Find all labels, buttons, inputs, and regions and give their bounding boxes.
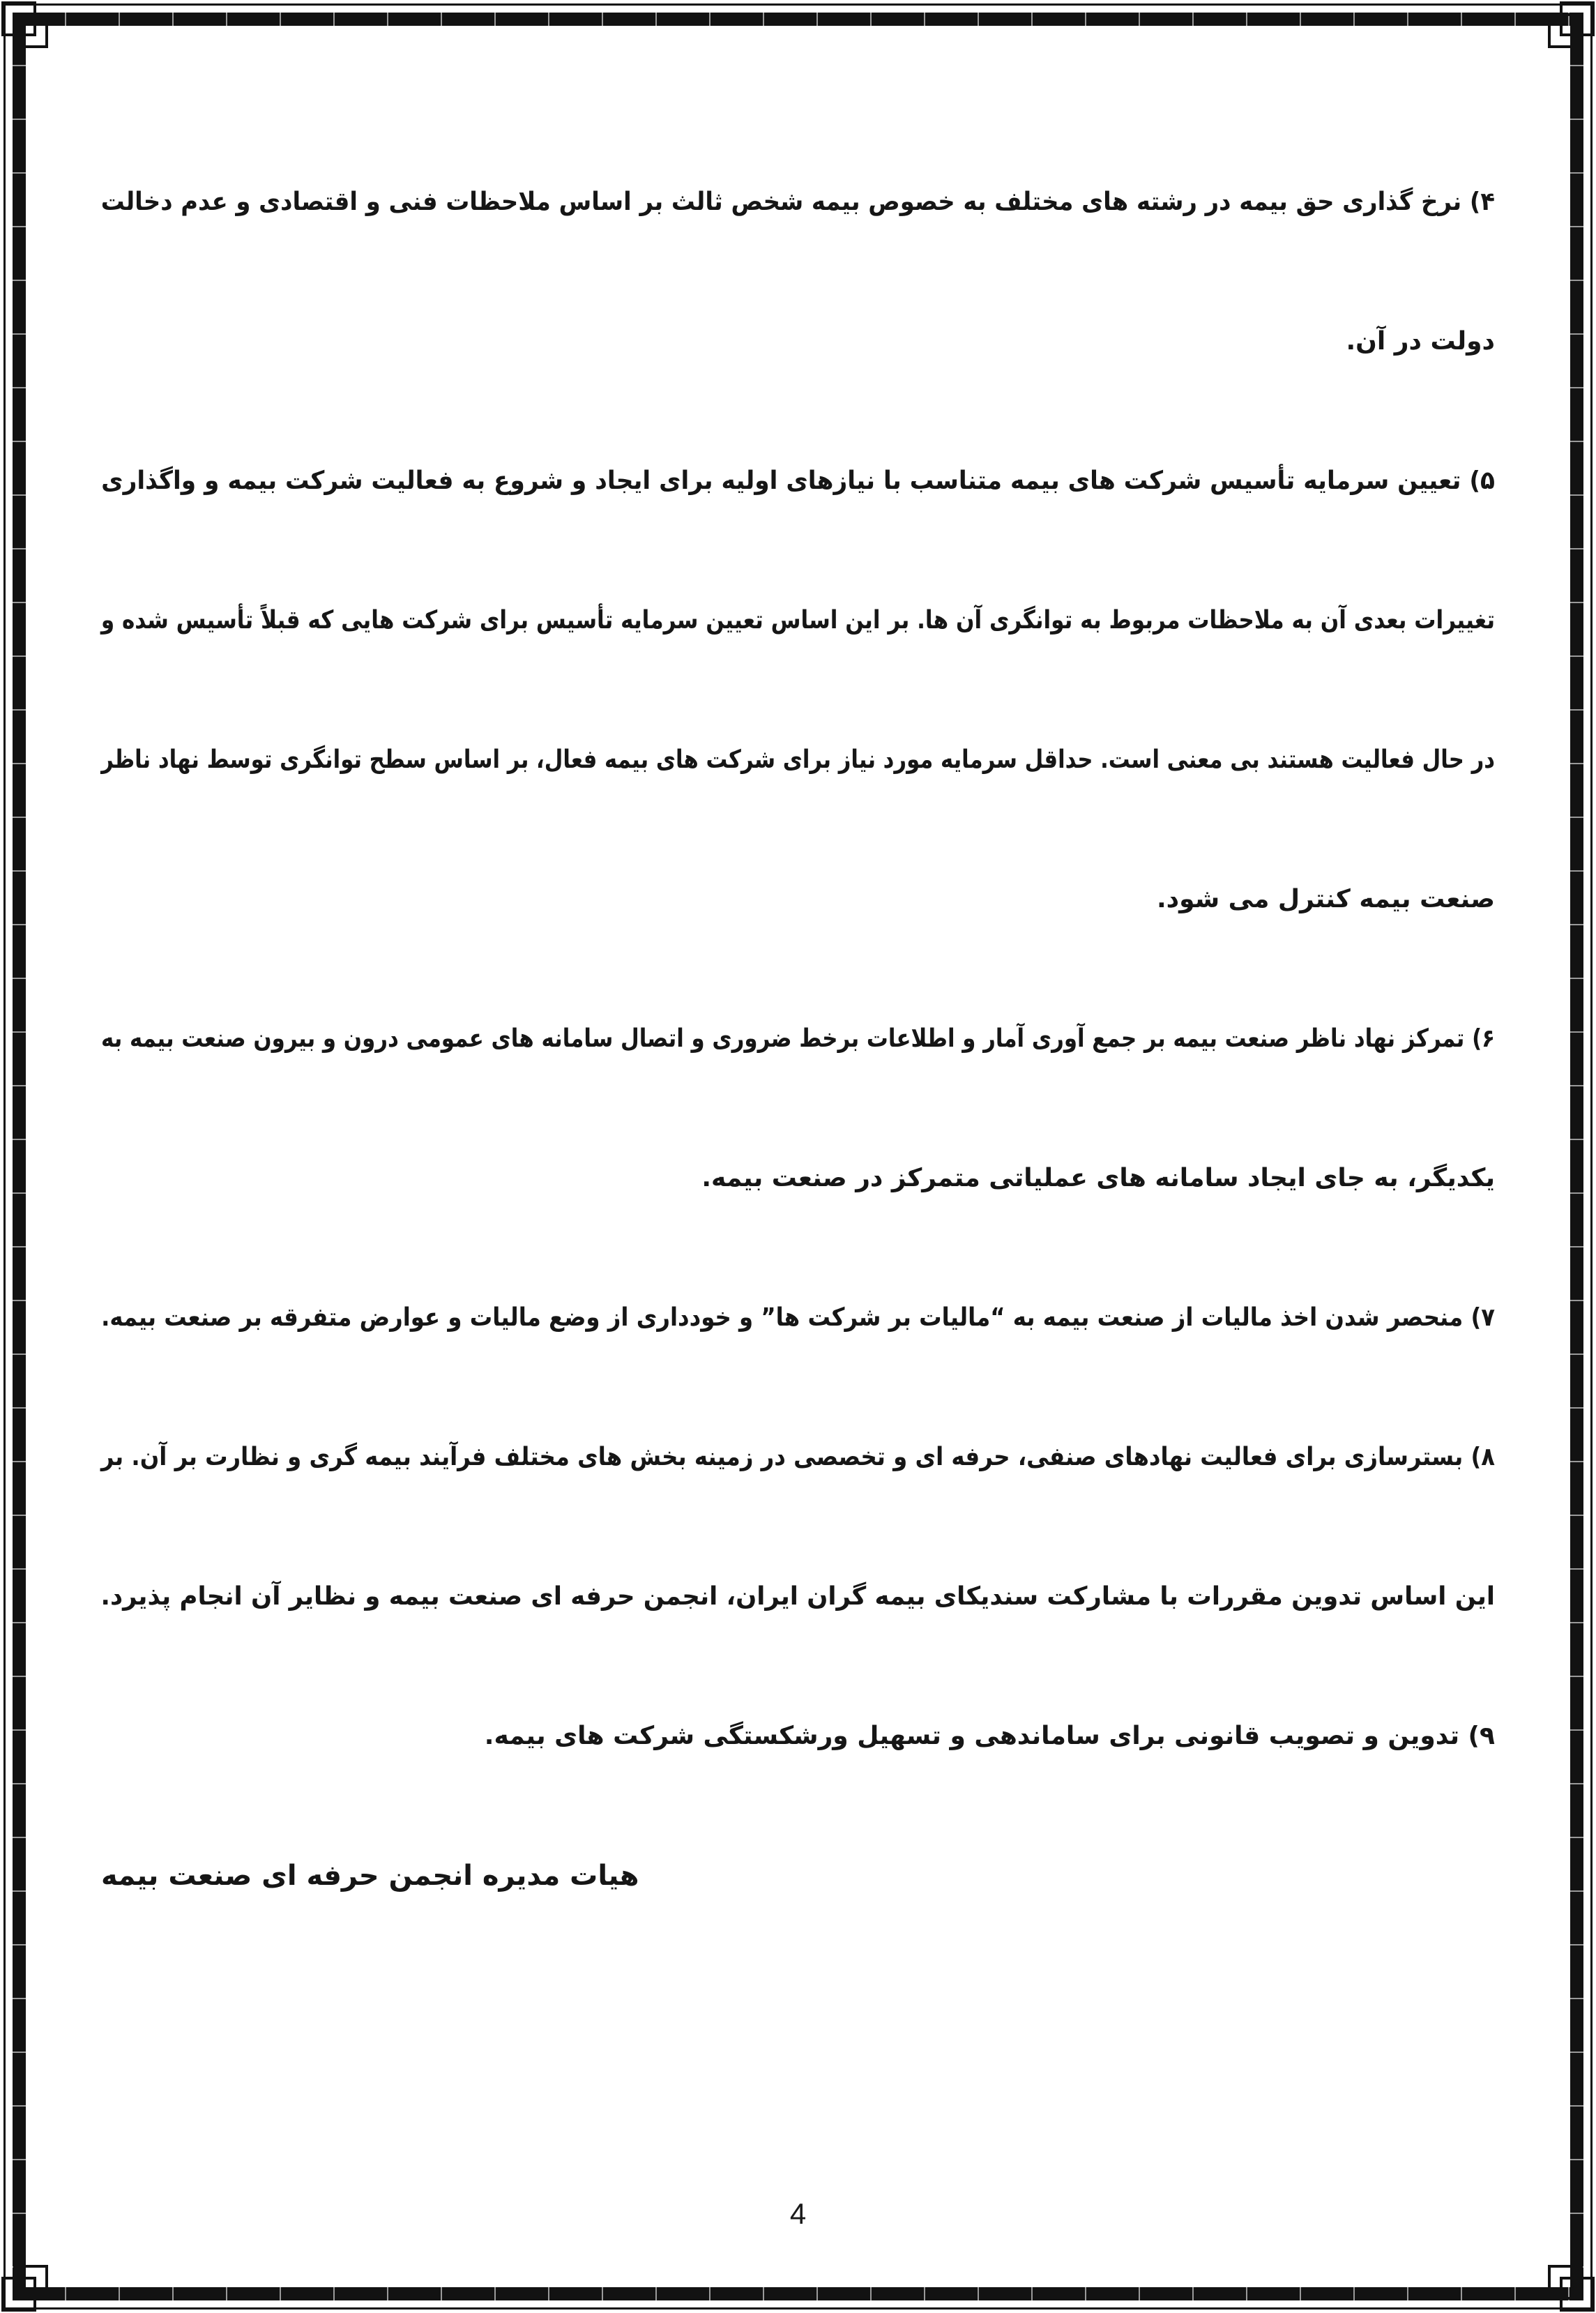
text-line-9: ۷) منحصر شدن اخذ مالیات از صنعت بیمه به “مالیات بر شرکت ها” و خودداری از وضع مالیات و عوارض متفرقه بر صنعت بیمه. xyxy=(101,1303,1495,1332)
border-corner-knot-top-left-outer xyxy=(1,1,36,36)
page-border-band-right xyxy=(1570,13,1583,2300)
text-line-3: ۵) تعیین سرمایه تأسیس شرکت های بیمه متناسب با نیازهای اولیه برای ایجاد و شروع به فعالیت شرکت بیمه و واگذاری xyxy=(101,467,1495,495)
text-line-10: ۸) بسترسازی برای فعالیت نهادهای صنفی، حرفه ای و تخصصی در زمینه بخش های مختلف فرآیند بیمه گری و نظارت بر آن. بر xyxy=(100,1443,1495,1471)
page-content xyxy=(101,132,1495,1946)
signature-line: هیات مدیره انجمن حرفه ای صنعت بیمه xyxy=(101,1860,639,1892)
text-line-12: ۹) تدوین و تصویب قانونی برای ساماندهی و تسهیل ورشکستگی شرکت های بیمه. xyxy=(484,1722,1495,1750)
border-corner-knot-top-right-outer xyxy=(1560,1,1595,36)
border-corner-knot-bottom-right-inner xyxy=(1548,2265,1583,2300)
text-line-2: دولت در آن. xyxy=(1346,327,1495,356)
page-border-band-left xyxy=(13,13,26,2300)
text-line-1: ۴) نرخ گذاری حق بیمه در رشته های مختلف به خصوص بیمه شخص ثالث بر اساس ملاحظات فنی و اقتصادی و عدم دخالت xyxy=(100,188,1495,216)
border-corner-knot-bottom-left-outer xyxy=(1,2277,36,2312)
text-line-4: تغییرات بعدی آن به ملاحظات مربوط به توانگری آن ها. بر این اساس تعیین سرمایه تأسیس برای شرکت هایی که قبلاً تأسیس شده و xyxy=(100,606,1495,635)
border-corner-knot-bottom-left-inner xyxy=(13,2265,48,2300)
text-line-6: صنعت بیمه کنترل می شود. xyxy=(1156,885,1495,913)
page-border-band-top xyxy=(13,13,1583,26)
text-line-5: در حال فعالیت هستند بی معنی است. حداقل سرمایه مورد نیاز برای شرکت های بیمه فعال، بر اساس سطح توانگری توسط نهاد ناظر xyxy=(101,745,1495,774)
border-corner-knot-top-right-inner xyxy=(1548,13,1583,48)
border-corner-knot-top-left-inner xyxy=(13,13,48,48)
page-border-band-bottom xyxy=(13,2287,1583,2300)
text-line-7: ۶) تمرکز نهاد ناظر صنعت بیمه بر جمع آوری آمار و اطلاعات برخط ضروری و اتصال سامانه های عمومی درون و بیرون صنعت بیمه به xyxy=(101,1024,1495,1053)
border-corner-knot-bottom-right-outer xyxy=(1560,2277,1595,2312)
text-line-11: این اساس تدوین مقررات با مشارکت سندیکای بیمه گران ایران، انجمن حرفه ای صنعت بیمه و نظایر آن انجام پذیرد. xyxy=(100,1582,1496,1611)
text-line-8: یکدیگر، به جای ایجاد سامانه های عملیاتی متمرکز در صنعت بیمه. xyxy=(701,1164,1495,1192)
page-number: 4 xyxy=(789,2197,807,2230)
